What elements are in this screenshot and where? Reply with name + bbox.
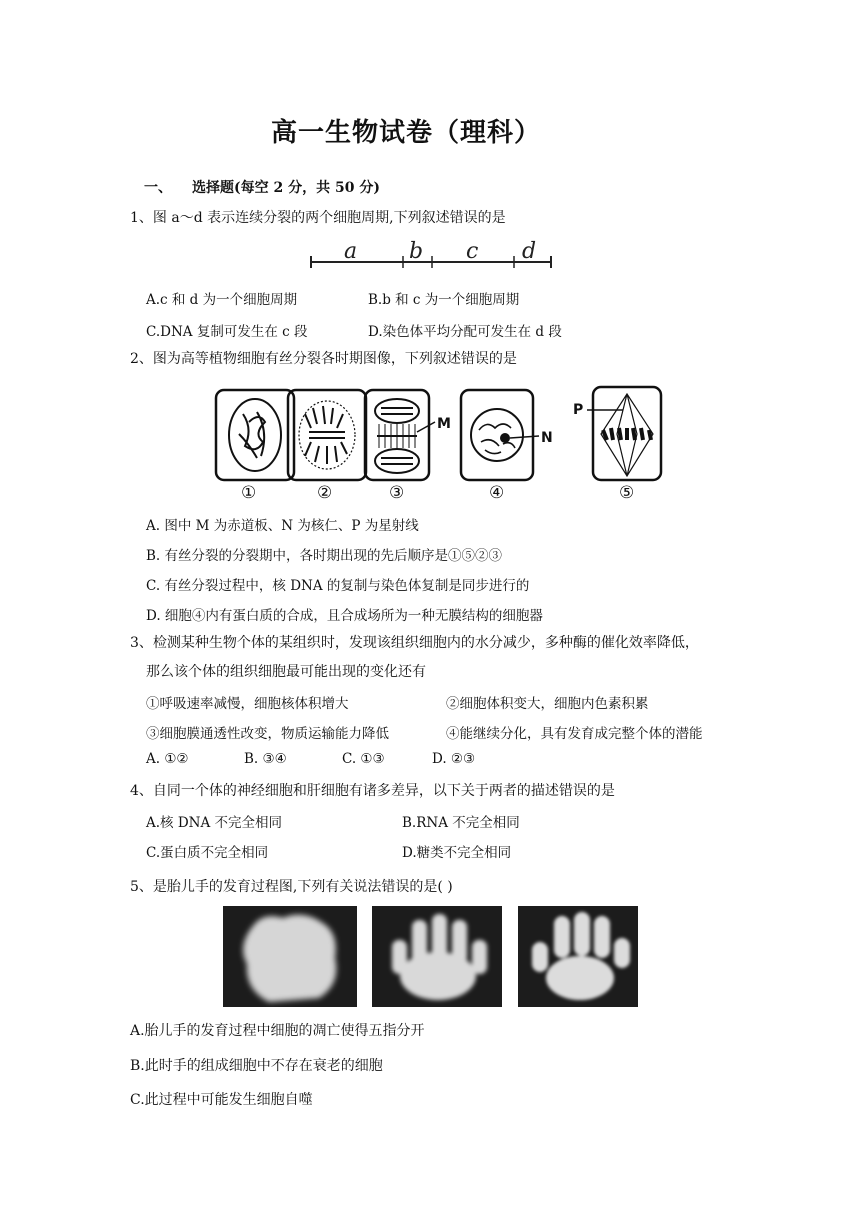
q5-stem: 5、是胎儿手的发育过程图,下列有关说法错误的是( ) (130, 879, 453, 895)
cell-number-2: ② (317, 483, 333, 502)
q5-option-c: C.此过程中可能发生细胞自噬 (130, 1092, 313, 1108)
cell-2-frame (288, 390, 366, 480)
q4-option-b: B.RNA 不完全相同 (402, 815, 520, 831)
fetal-hand-photo-2 (372, 906, 502, 1007)
q3-item-4: ④能继续分化，具有发育成完整个体的潜能 (446, 726, 703, 742)
q5-option-b: B.此时手的组成细胞中不存在衰老的细胞 (130, 1058, 383, 1074)
q2-stem: 2、图为高等植物细胞有丝分裂各时期图像，下列叙述错误的是 (130, 351, 517, 367)
cell-number-4: ④ (489, 483, 505, 502)
q3-stem-line2: 那么该个体的组织细胞最可能出现的变化还有 (146, 664, 426, 680)
cell-number-3: ③ (389, 483, 405, 502)
segment-label-d: d (522, 240, 537, 264)
q3-item-3: ③细胞膜通透性改变，物质运输能力降低 (146, 726, 389, 742)
segment-label-b: b (409, 240, 424, 264)
q3-stem-line1: 3、检测某种生物个体的某组织时，发现该组织细胞内的水分减少，多种酶的催化效率降低， (130, 635, 699, 651)
segment-label-a: a (344, 240, 358, 264)
q3-option-a: A. ①② (146, 751, 189, 767)
q5-option-a: A.胎儿手的发育过程中细胞的凋亡使得五指分开 (130, 1023, 425, 1039)
fetal-hand-photo-3 (518, 906, 638, 1007)
q3-item-2: ②细胞体积变大，细胞内色素积累 (446, 696, 649, 712)
q2-option-d: D. 细胞④内有蛋白质的合成，且合成场所为一种无膜结构的细胞器 (146, 608, 543, 624)
marker-label-p: P (573, 402, 584, 418)
q1-stem: 1、图 a～d 表示连续分裂的两个细胞周期,下列叙述错误的是 (130, 210, 506, 226)
q1-option-a: A.c 和 d 为一个细胞周期 (146, 292, 298, 308)
q1-option-b: B.b 和 c 为一个细胞周期 (368, 292, 520, 308)
mitosis-stages-figure (213, 384, 673, 502)
q1-option-c: C.DNA 复制可发生在 c 段 (146, 324, 308, 340)
marker-label-n: N (541, 430, 553, 446)
section-number: 一、 (144, 180, 172, 196)
page-title: 高一生物试卷（理科） (271, 118, 542, 148)
q2-option-c: C. 有丝分裂过程中，核 DNA 的复制与染色体复制是同步进行的 (146, 578, 530, 594)
segment-label-c: c (466, 240, 479, 264)
q1-option-d: D.染色体平均分配可发生在 d 段 (368, 324, 562, 340)
q3-item-1: ①呼吸速率减慢，细胞核体积增大 (146, 696, 349, 712)
section-header: 选择题(每空 2 分，共 50 分) (192, 180, 380, 196)
q4-option-d: D.糖类不完全相同 (402, 845, 512, 861)
nucleolus-dot (500, 433, 510, 443)
q2-option-b: B. 有丝分裂的分裂期中，各时期出现的先后顺序是①⑤②③ (146, 548, 503, 564)
q4-stem: 4、自同一个体的神经细胞和肝细胞有诸多差异，以下关于两者的描述错误的是 (130, 783, 615, 799)
fetal-hand-photo-1 (223, 906, 357, 1007)
q3-option-c: C. ①③ (342, 751, 385, 767)
marker-label-m: M (437, 416, 451, 432)
cell-cycle-line-diagram (308, 240, 558, 270)
cell-number-5: ⑤ (619, 483, 635, 502)
cell-number-1: ① (241, 483, 257, 502)
q3-option-d: D. ②③ (432, 751, 476, 767)
q2-option-a: A. 图中 M 为赤道板、N 为核仁、P 为星射线 (146, 518, 419, 534)
q4-option-a: A.核 DNA 不完全相同 (146, 815, 283, 831)
cell-1-frame (216, 390, 294, 480)
q3-option-b: B. ③④ (244, 751, 287, 767)
q4-option-c: C.蛋白质不完全相同 (146, 845, 269, 861)
